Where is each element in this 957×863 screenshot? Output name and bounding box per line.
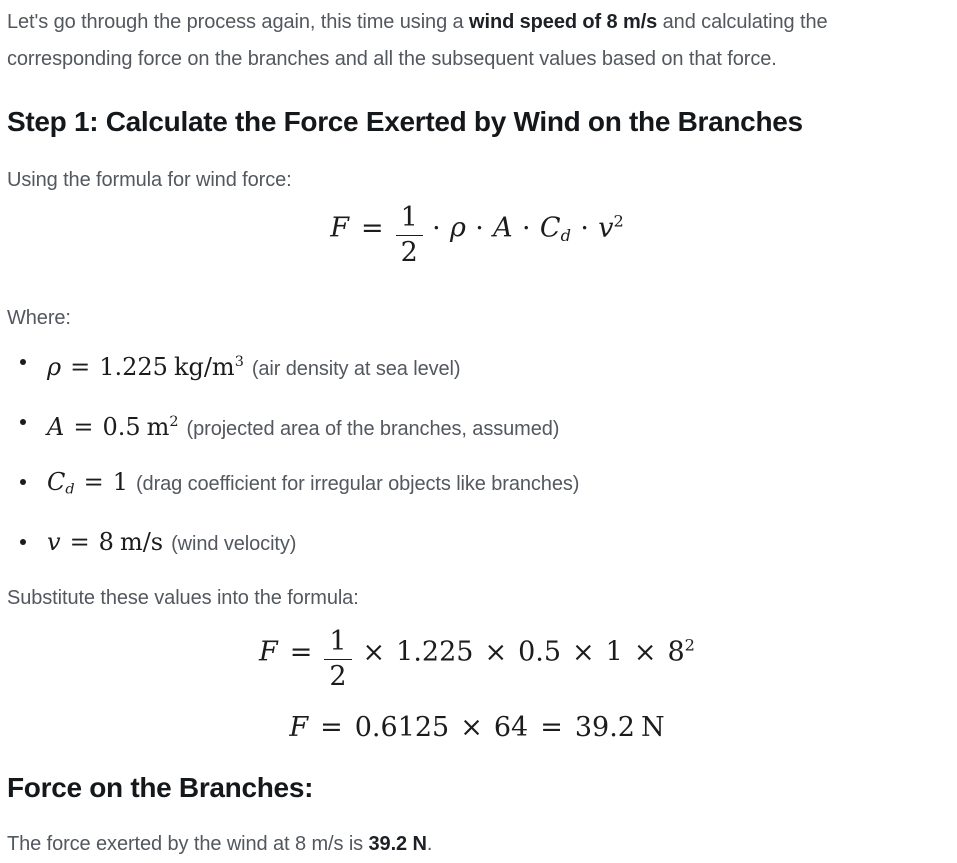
fraction-denominator: 2: [396, 235, 423, 270]
intro-bold-wind-speed: wind speed of 8 m/s: [469, 11, 658, 33]
math-var-rho: ρ: [450, 212, 466, 244]
math-sup-2: 2: [169, 413, 179, 430]
intro-text-pre: Let's go through the process again, this time using a: [7, 11, 470, 33]
math-equals: =: [540, 712, 563, 744]
math-value: 0.5: [518, 637, 562, 669]
fraction-numerator: 1: [400, 202, 418, 233]
math-equals: =: [289, 637, 313, 669]
math-value: 1: [605, 637, 623, 669]
math-equals: =: [83, 467, 104, 496]
bullet-note: (wind velocity): [171, 533, 297, 556]
math-area-definition: [47, 413, 179, 441]
intro-text-post: and calculating the corresponding force on the branches and all the subsequent values based on that force.: [7, 11, 828, 70]
bullet-note: (projected area of the branches, assumed): [186, 417, 560, 440]
intro-paragraph: [7, 4, 947, 78]
math-sub-d: d: [560, 225, 571, 245]
math-cd-definition: [47, 468, 128, 496]
fraction-numerator: 1: [329, 626, 347, 658]
math-times: ×: [572, 637, 595, 669]
math-result-value: 39.2: [574, 712, 635, 744]
math-value: 1.225: [396, 637, 474, 669]
math-value: 1: [112, 467, 128, 496]
math-cdot: ⋅: [431, 212, 442, 244]
math-var-A: A: [47, 412, 65, 441]
math-cdot: ⋅: [521, 212, 531, 244]
math-equals: =: [70, 352, 91, 381]
math-fraction-half: [396, 201, 423, 270]
conclusion-text-post: .: [426, 833, 433, 856]
math-unit: m/s: [119, 528, 164, 557]
math-velocity-definition: [47, 528, 163, 556]
math-var-F: F: [330, 212, 349, 244]
math-value: 1.225: [99, 352, 168, 381]
list-item-velocity: [47, 525, 947, 561]
math-cdot: ⋅: [579, 212, 590, 244]
where-label: Where:: [7, 307, 71, 329]
list-item-area: [47, 405, 947, 446]
wind-force-formula: [7, 201, 947, 270]
math-equals: =: [73, 412, 94, 441]
math-var-C: C: [539, 212, 561, 244]
math-times: ×: [633, 637, 657, 669]
math-var-v: v: [47, 528, 61, 557]
substituted-formula: [7, 625, 947, 694]
list-item-rho: [47, 345, 947, 386]
math-equals: =: [69, 528, 90, 557]
math-fraction-half: [324, 625, 351, 694]
force-heading: Force on the Branches:: [7, 772, 314, 804]
math-value: 0.5: [102, 412, 141, 441]
math-times: ×: [484, 637, 508, 669]
step1-heading: Step 1: Calculate the Force Exerted by Wind on the Branches: [7, 106, 803, 137]
conclusion-bold-force-value: 39.2 N: [368, 833, 427, 856]
math-equals: =: [320, 712, 343, 744]
math-equals: =: [360, 212, 384, 244]
fraction-denominator: 2: [324, 659, 351, 694]
math-unit: kg/m: [173, 352, 235, 381]
math-times: ×: [460, 712, 483, 744]
math-value: 64: [493, 712, 529, 744]
result-formula: [7, 708, 947, 748]
math-var-v: v: [598, 212, 614, 244]
math-value: 8: [98, 528, 114, 557]
math-var-F: F: [289, 712, 309, 744]
substitute-label: Substitute these values into the formula:: [7, 587, 359, 610]
variable-list: [7, 345, 947, 561]
math-sup-2: 2: [613, 211, 624, 231]
math-value: 8: [667, 637, 685, 669]
math-times: ×: [362, 637, 386, 669]
message-content: [7, 4, 947, 863]
math-var-F: F: [259, 637, 278, 669]
math-rho-definition: [47, 353, 244, 381]
bullet-note: (drag coefficient for irregular objects like branches): [135, 472, 580, 495]
bullet-note: (air density at sea level): [251, 357, 461, 380]
conclusion-paragraph: [7, 826, 947, 863]
math-unit: m: [146, 412, 170, 441]
math-var-C: C: [47, 467, 66, 496]
math-cdot: ⋅: [474, 212, 485, 244]
math-sup-3: 3: [234, 354, 244, 370]
math-sub-d: d: [65, 481, 75, 498]
list-item-drag-coefficient: [47, 465, 947, 507]
math-value: 0.6125: [354, 712, 450, 744]
math-unit-newton: N: [640, 712, 665, 744]
math-sup-2: 2: [684, 636, 695, 656]
math-var-A: A: [493, 212, 513, 244]
conclusion-text-pre: The force exerted by the wind at 8 m/s is: [7, 833, 369, 856]
using-formula-label: Using the formula for wind force:: [7, 169, 292, 191]
math-var-rho: ρ: [47, 352, 62, 381]
